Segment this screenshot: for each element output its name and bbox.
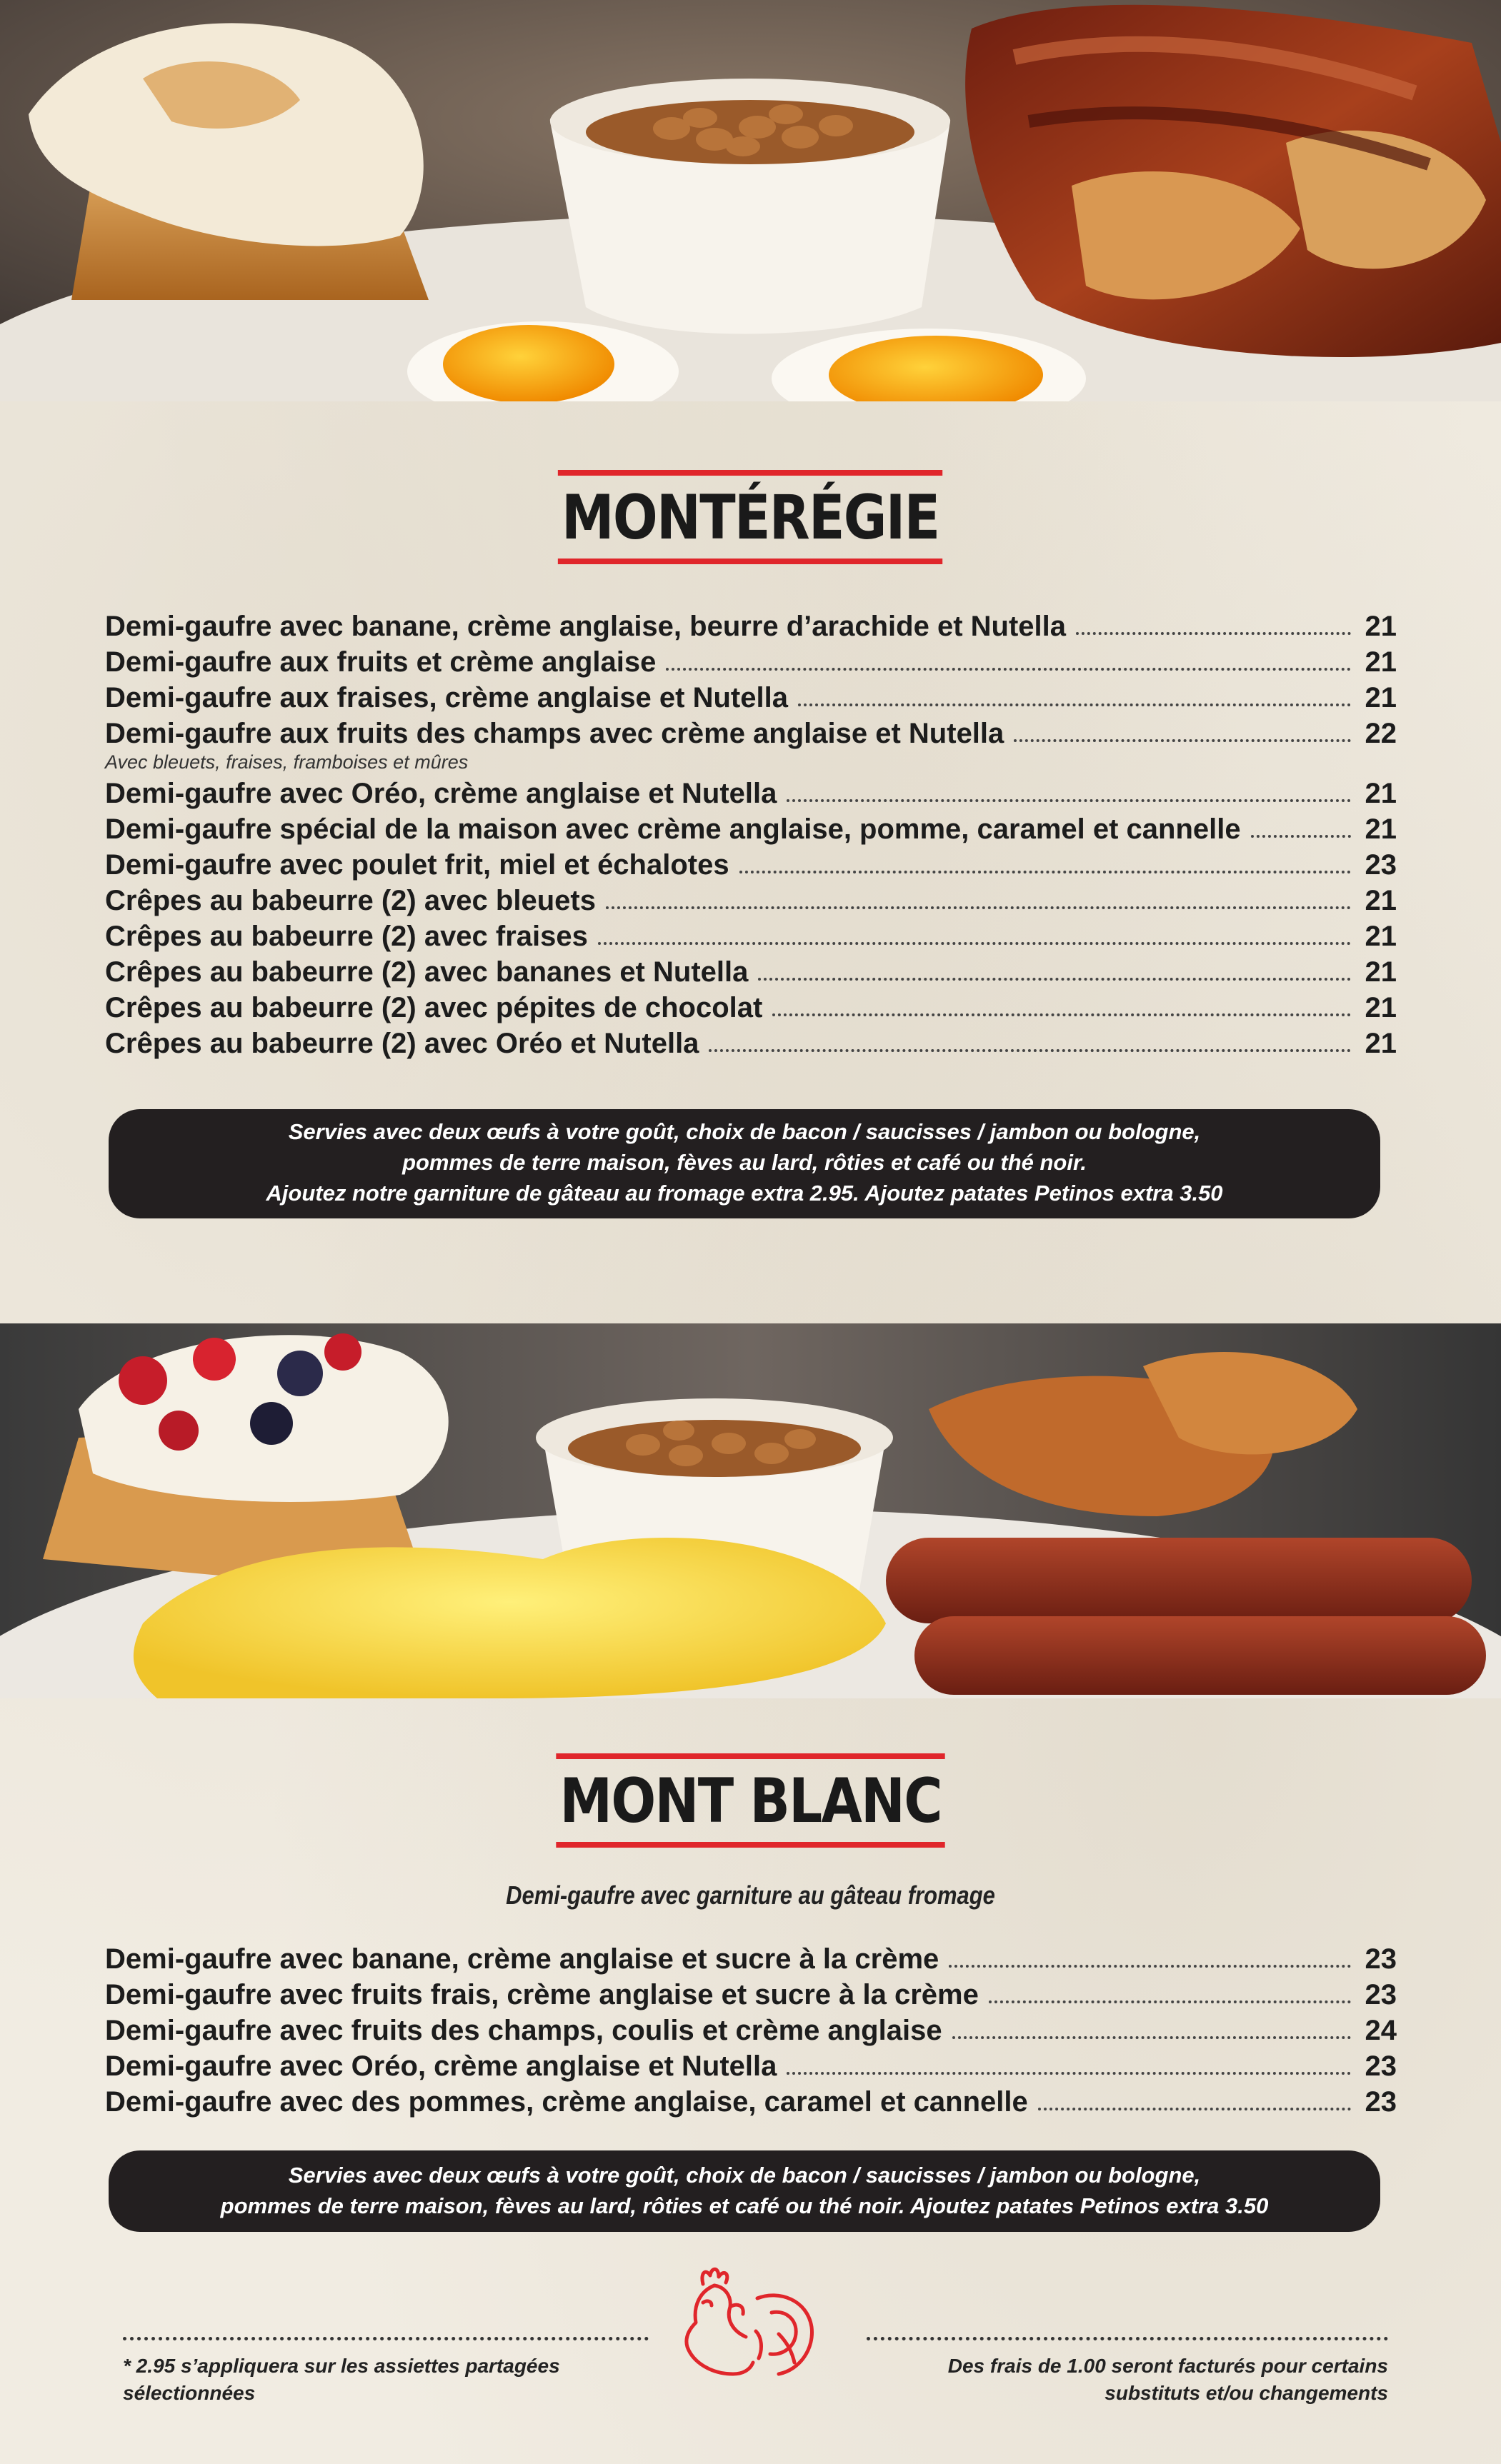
menu-item-price: 21: [1365, 1028, 1397, 1059]
menu-item: [105, 918, 1397, 954]
menu-item-price: 21: [1365, 813, 1397, 845]
served-with-line: pommes de terre maison, fèves au lard, rôties et café ou thé noir. Ajoutez patates Petinos extra 3.50: [220, 2193, 1269, 2218]
menu-item: [105, 1026, 1397, 1061]
menu-item-name: Demi-gaufre avec poulet frit, miel et échalotes: [105, 849, 729, 881]
leader-dots: [1251, 835, 1351, 838]
menu-item-price: 21: [1365, 682, 1397, 713]
menu-item: [105, 847, 1397, 883]
menu-item: [105, 716, 1397, 751]
menu-item-name: Crêpes au babeurre (2) avec bleuets: [105, 885, 596, 916]
menu-item-price: 21: [1365, 921, 1397, 952]
served-with-line: Servies avec deux œufs à votre goût, choix de bacon / saucisses / jambon ou bologne,: [288, 2163, 1201, 2188]
leader-dots: [758, 978, 1351, 981]
menu-item-name: Crêpes au babeurre (2) avec fraises: [105, 921, 588, 952]
menu-item-price: 22: [1365, 718, 1397, 749]
menu-item-name: Demi-gaufre avec fruits des champs, coulis et crème anglaise: [105, 2015, 942, 2046]
breakfast-waffle-bacon-eggs-photo: [0, 0, 1501, 401]
menu-item-price: 21: [1365, 885, 1397, 916]
leader-dots: [709, 1049, 1351, 1052]
menu-item-price: 23: [1365, 849, 1397, 881]
menu-item-name: Demi-gaufre avec banane, crème anglaise, beurre d’arachide et Nutella: [105, 611, 1066, 642]
leader-dots: [598, 942, 1351, 945]
menu-item: [105, 609, 1397, 644]
menu-item: [105, 883, 1397, 918]
leader-dots: [1038, 2108, 1351, 2110]
footnote-line: sélectionnées: [123, 2382, 256, 2404]
mont-blanc-served-with-banner: [109, 2150, 1380, 2232]
leader-dots: [1076, 632, 1351, 635]
leader-dots: [772, 1013, 1351, 1016]
footer-divider-left: [123, 2337, 649, 2340]
menu-item: [105, 2048, 1397, 2084]
mont-blanc-heading-wrap: [0, 1753, 1501, 1848]
menu-item: [105, 1941, 1397, 1977]
menu-item-price: 24: [1365, 2015, 1397, 2046]
menu-item-price: 23: [1365, 1979, 1397, 2010]
leader-dots: [787, 799, 1351, 802]
menu-item-name: Demi-gaufre avec Oréo, crème anglaise et Nutella: [105, 778, 777, 809]
monteregie-menu-list: [105, 609, 1397, 1061]
leader-dots: [666, 668, 1351, 671]
footnote-substitution-fee: [867, 2353, 1388, 2407]
menu-item-name: Demi-gaufre avec banane, crème anglaise et sucre à la crème: [105, 1943, 939, 1975]
menu-item: [105, 811, 1397, 847]
menu-item: [105, 644, 1397, 680]
menu-item-name: Demi-gaufre aux fraises, crème anglaise et Nutella: [105, 682, 788, 713]
footnote-line: * 2.95 s’appliquera sur les assiettes partagées: [123, 2355, 560, 2377]
breakfast-photo-middle: [0, 1323, 1501, 1698]
leader-dots: [1014, 739, 1351, 742]
menu-item-name: Demi-gaufre aux fruits des champs avec crème anglaise et Nutella: [105, 718, 1004, 749]
footnote-line: substituts et/ou changements: [1104, 2382, 1388, 2404]
menu-item: [105, 2013, 1397, 2048]
menu-item: [105, 680, 1397, 716]
monteregie-title: MONTÉRÉGIE: [558, 470, 943, 564]
menu-item: [105, 1977, 1397, 2013]
rooster-logo-icon: [672, 2263, 836, 2384]
breakfast-photo-top: [0, 0, 1501, 401]
served-with-line: pommes de terre maison, fèves au lard, rôties et café ou thé noir.: [402, 1150, 1087, 1175]
leader-dots: [739, 871, 1351, 873]
menu-item-price: 21: [1365, 646, 1397, 678]
leader-dots: [798, 703, 1351, 706]
menu-item-name: Crêpes au babeurre (2) avec Oréo et Nutella: [105, 1028, 699, 1059]
menu-item-name: Demi-gaufre avec Oréo, crème anglaise et Nutella: [105, 2050, 777, 2082]
breakfast-waffle-berries-sausages-photo: [0, 1323, 1501, 1698]
mont-blanc-subtitle: Demi-gaufre avec garniture au gâteau fromage: [506, 1880, 995, 1910]
menu-item: [105, 954, 1397, 990]
menu-item-price: 23: [1365, 1943, 1397, 1975]
menu-item: [105, 990, 1397, 1026]
footnote-line: Des frais de 1.00 seront facturés pour certains: [947, 2355, 1388, 2377]
served-with-line: Ajoutez notre garniture de gâteau au fromage extra 2.95. Ajoutez patates Petinos extra 3.50: [266, 1181, 1223, 1206]
menu-item-price: 21: [1365, 778, 1397, 809]
mont-blanc-menu-list: [105, 1941, 1397, 2120]
menu-item-name: Demi-gaufre avec des pommes, crème anglaise, caramel et cannelle: [105, 2086, 1028, 2118]
menu-item: [105, 776, 1397, 811]
menu-item-price: 23: [1365, 2086, 1397, 2118]
menu-item-name: Demi-gaufre spécial de la maison avec crème anglaise, pomme, caramel et cannelle: [105, 813, 1241, 845]
leader-dots: [949, 1965, 1351, 1968]
leader-dots: [989, 2000, 1351, 2003]
leader-dots: [952, 2036, 1351, 2039]
leader-dots: [606, 906, 1351, 909]
menu-item-name: Crêpes au babeurre (2) avec pépites de chocolat: [105, 992, 763, 1023]
menu-item-name: Crêpes au babeurre (2) avec bananes et Nutella: [105, 956, 749, 988]
leader-dots: [787, 2072, 1351, 2075]
menu-item-price: 21: [1365, 992, 1397, 1023]
footnote-shared-plates: [123, 2353, 637, 2407]
menu-item-note: Avec bleuets, fraises, framboises et mûres: [105, 751, 469, 773]
menu-item-price: 21: [1365, 611, 1397, 642]
monteregie-served-with-banner: [109, 1109, 1380, 1218]
monteregie-heading-wrap: [0, 470, 1501, 564]
menu-item-name: Demi-gaufre avec fruits frais, crème anglaise et sucre à la crème: [105, 1979, 979, 2010]
footer-divider-right: [867, 2337, 1388, 2340]
menu-item: [105, 2084, 1397, 2120]
mont-blanc-title: MONT BLANC: [556, 1753, 945, 1848]
menu-item-price: 21: [1365, 956, 1397, 988]
served-with-line: Servies avec deux œufs à votre goût, choix de bacon / saucisses / jambon ou bologne,: [288, 1119, 1201, 1144]
menu-item-name: Demi-gaufre aux fruits et crème anglaise: [105, 646, 657, 678]
menu-item-price: 23: [1365, 2050, 1397, 2082]
